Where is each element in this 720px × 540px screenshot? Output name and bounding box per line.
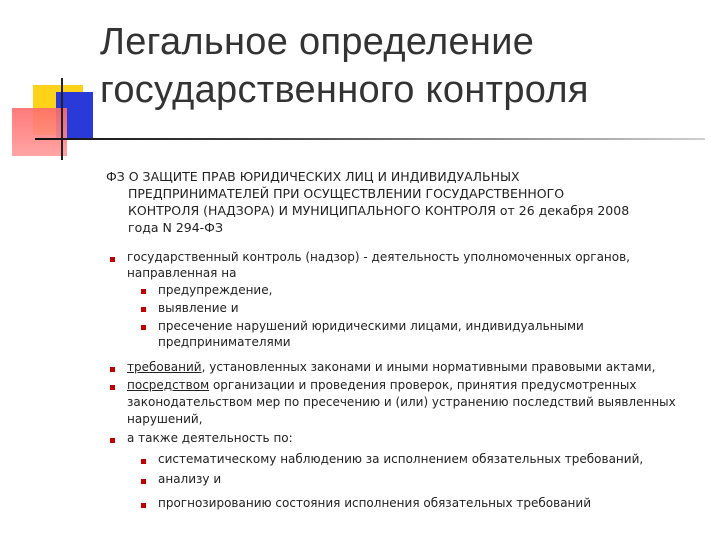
sub-bullet-marker [141, 459, 146, 464]
bullet-3-line-3: нарушений, [127, 412, 203, 426]
sub-bullet-marker [141, 307, 146, 312]
bullet-3-line-1 [127, 377, 637, 393]
bullet-4-line-1: а также деятельность по: [127, 431, 293, 445]
decor-red-square [12, 108, 67, 156]
bullet-1-line-2: направленная на [127, 266, 237, 280]
title-line-1: Легальное определение [100, 21, 535, 63]
sub-bullet-marker [141, 325, 146, 330]
sub-bullet-marker [141, 503, 146, 508]
law-line-3: КОНТРОЛЯ (НАДЗОРА) И МУНИЦИПАЛЬНОГО КОНТРОЛЯ от 26 декабря 2008 [128, 203, 630, 218]
law-line-4: года N 294-ФЗ [128, 220, 223, 235]
title-divider [35, 138, 705, 140]
bullet-marker [110, 385, 115, 390]
sub-item-suppression-line-2: предпринимателями [158, 335, 291, 349]
bullet-2-text: , установленных законами и иными нормативными правовыми актами, [201, 360, 656, 374]
sub-item-forecasting: прогнозированию состояния исполнения обязательных требований [158, 496, 591, 510]
decor-vertical-line [61, 78, 63, 160]
bullet-marker [110, 438, 115, 443]
law-reference [106, 168, 706, 236]
sub-bullet-marker [141, 289, 146, 294]
bullet-3-underlined: посредством [127, 378, 210, 392]
slide-title [100, 18, 700, 114]
sub-item-prevention: предупреждение, [158, 283, 273, 297]
bullet-3-text: организации и проведения проверок, принятия предусмотренных [209, 378, 637, 392]
bullet-2 [127, 359, 655, 375]
bullet-3-line-2: законодательством мер по пресечению и (или) устранению последствий выявленных [127, 395, 676, 409]
sub-item-detection: выявление и [158, 301, 239, 315]
bullet-2-underlined: требований [127, 360, 202, 374]
sub-bullet-marker [141, 479, 146, 484]
bullet-marker [110, 257, 115, 262]
law-line-1: ФЗ О ЗАЩИТЕ ПРАВ ЮРИДИЧЕСКИХ ЛИЦ И ИНДИВИДУАЛЬНЫХ [106, 169, 520, 184]
bullet-marker [110, 367, 115, 372]
sub-item-observation: систематическому наблюдению за исполнением обязательных требований, [158, 452, 644, 466]
sub-item-suppression-line-1: пресечение нарушений юридическими лицами, индивидуальными [158, 319, 584, 333]
law-line-2: ПРЕДПРИНИМАТЕЛЕЙ ПРИ ОСУЩЕСТВЛЕНИИ ГОСУДАРСТВЕННОГО [128, 186, 565, 201]
title-line-2: государственного контроля [100, 69, 589, 111]
sub-item-analysis: анализу и [158, 472, 222, 486]
bullet-1-line-1: государственный контроль (надзор) - деятельность уполномоченных органов, [127, 250, 630, 264]
